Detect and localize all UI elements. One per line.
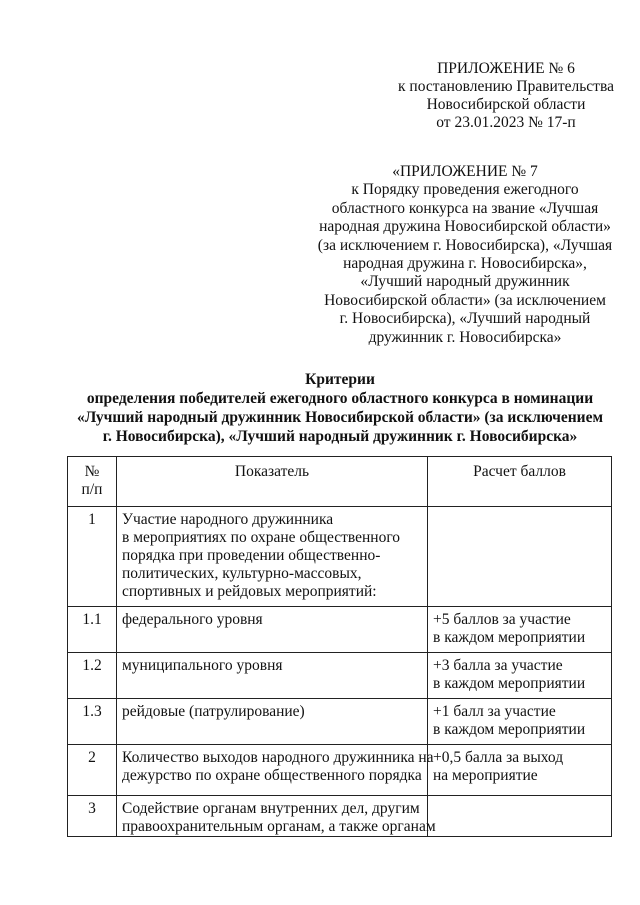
appendix-7-line: дружинник г. Новосибирска» [368,328,562,346]
table-row [68,745,612,796]
indicator-line: политических, культурно-массовых, [122,565,362,582]
row-indicator [117,507,428,607]
appendix-7-line: к Порядку проведения ежегодного [351,181,579,199]
table-row [68,653,612,699]
row-indicator [117,796,436,837]
indicator-line: дежурство по охране общественного порядка [122,767,422,784]
appendix-7-line: народная дружина Новосибирской области» [319,218,611,236]
row-number: 1.3 [68,699,117,745]
title-line: «Лучший народный дружинник Новосибирской области» (за исключением [76,409,604,426]
score-line: в каждом мероприятии [433,629,586,646]
table-header-row [68,457,612,507]
appendix-6-line: от 23.01.2023 № 17-п [436,114,576,131]
row-number: 2 [68,745,117,796]
score-line: +1 балл за участие [433,703,556,720]
row-number: 1 [68,507,117,607]
row-score [428,607,612,653]
indicator-line: правоохранительным органам, а также органам [122,818,436,835]
indicator-line: федерального уровня [122,611,263,628]
score-line: в каждом мероприятии [433,675,586,692]
table-row [68,796,612,837]
header-score: Расчет баллов [428,457,612,507]
appendix-7-line: «ПРИЛОЖЕНИЕ № 7 [392,163,538,180]
criteria-table [67,456,612,837]
appendix-6-line: к постановлению Правительства [398,78,614,95]
row-score [428,507,612,607]
indicator-line: Количество выходов народного дружинника на [122,749,434,766]
row-score [428,796,612,837]
row-number: 1.2 [68,653,117,699]
title-line: г. Новосибирска), «Лучший народный дружинник г. Новосибирска» [102,428,578,445]
indicator-line: рейдовые (патрулирование) [122,703,305,720]
row-score [428,653,612,699]
score-line: на мероприятие [433,767,538,784]
score-line: +3 балла за участие [433,657,563,674]
appendix-7-line: (за исключением г. Новосибирска), «Лучшая [317,236,613,254]
row-score [428,699,612,745]
indicator-line: Содействие органам внутренних дел, другим [122,800,420,817]
appendix-7-header [305,163,625,347]
appendix-7-line: народная дружина г. Новосибирска», [343,255,587,273]
row-indicator [117,653,428,699]
row-number: 1.1 [68,607,117,653]
score-line: в каждом мероприятии [433,721,586,738]
indicator-line: муниципального уровня [122,657,283,674]
appendix-7-line: областного конкурса на звание «Лучшая [331,199,599,217]
appendix-7-line: «Лучший народный дружинник [360,273,570,291]
title-line: Критерии [305,371,375,388]
header-number [68,457,117,507]
row-score [428,745,612,796]
indicator-line: спортивных и рейдовых мероприятий: [122,583,377,600]
score-line: +5 баллов за участие [433,611,571,628]
appendix-6-line: ПРИЛОЖЕНИЕ № 6 [437,60,575,77]
row-indicator [117,699,428,745]
header-indicator: Показатель [117,457,428,507]
indicator-line: Участие народного дружинника [122,511,334,528]
appendix-7-line: Новосибирской области» (за исключением [324,291,606,309]
row-indicator [117,745,434,796]
score-line: +0,5 балла за выход [433,749,564,766]
indicator-line: в мероприятиях по охране общественного [122,529,401,546]
document-title [40,370,640,446]
appendix-6-header [392,60,620,132]
row-number: 3 [68,796,117,837]
indicator-line: порядка при проведении общественно- [122,547,381,564]
appendix-7-line: г. Новосибирска), «Лучший народный [339,310,591,328]
title-line: определения победителей ежегодного областного конкурса в номинации [86,390,594,407]
header-number-line: п/п [81,481,103,498]
appendix-6-line: Новосибирской области [426,96,586,113]
table-row [68,607,612,653]
header-number-line: № [84,463,100,480]
row-indicator [117,607,428,653]
table-row [68,699,612,745]
table-row [68,507,612,607]
